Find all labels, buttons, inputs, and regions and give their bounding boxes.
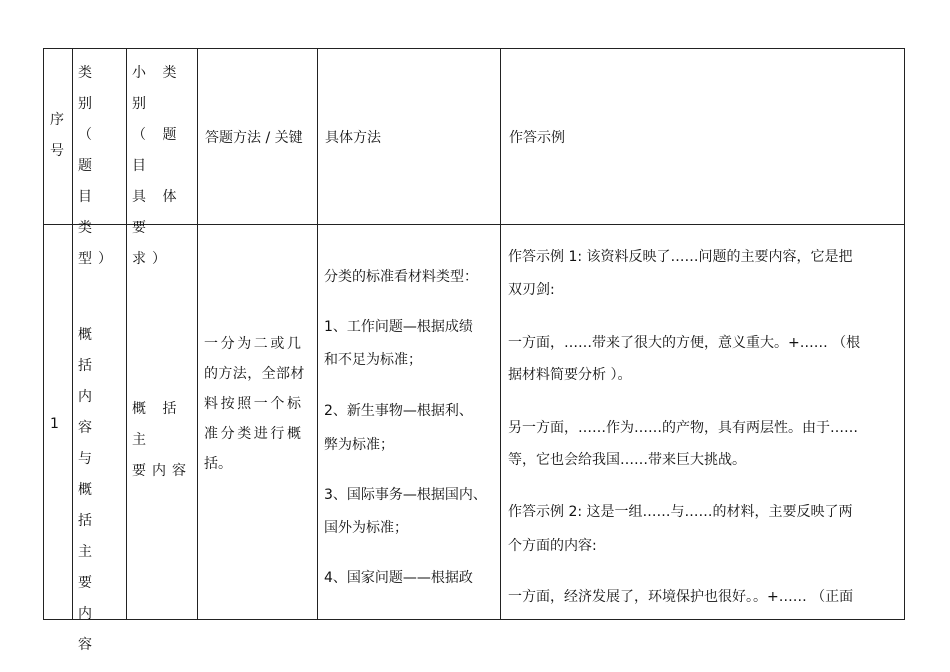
column-divider — [500, 49, 501, 619]
answer-method-table: 序 号 类 别 （ 题 目 类 型） 小 类 别 （ 题 目 具 体 要 求） 答题方法 / 关键 具体方法 作答示例 1 概 括 内 容 与 概 括 主 要 内 容 概 括 主 要内容 一分为二或几 的方法，全部材 料按照一个标 准分类进行概 括。 分类的标准看材料类型： 1、工作问题—根据成绩 和不足为标准； 2、新生事物—根据利、 弊为标准； 3、国际事务—根据国内、 国外为标准； 4、国家问题——根据政 作答示例 1: 该资料反映了……问题的主要内容，它是把 双刃剑: 一方面，……带来了很大的方便，意义重大。+…… （根 据材料简要分析 ）。 另一方面，……作为……的产物，具有两层性。由于…… 等，它也会给我国……带来巨大挑战。 作答示例 2: 这是一组……与……的材料，主要反映了两 个方面的内容: 一方面，经济发展了，环境保护也很好。。+…… （正面 — [43, 48, 905, 620]
header-category: 类 别 （ 题 目 类 型） — [78, 65, 118, 267]
row-category: 概 括 内 容 与 概 括 主 要 内 容 — [78, 327, 98, 653]
column-divider — [197, 49, 198, 619]
header-specific-method: 具体方法 — [325, 130, 381, 146]
column-divider — [72, 49, 73, 619]
column-divider — [317, 49, 318, 619]
header-subcategory: 小 类 别 （ 题 目 具 体 要 求） — [132, 65, 183, 267]
column-divider — [126, 49, 127, 619]
row-subcategory: 概 括 主 要内容 — [132, 401, 192, 479]
header-answer-example: 作答示例 — [509, 130, 565, 146]
header-answer-method: 答题方法 / 关键 — [205, 130, 303, 146]
header-index: 序 号 — [50, 112, 70, 159]
row-index: 1 — [50, 416, 59, 432]
